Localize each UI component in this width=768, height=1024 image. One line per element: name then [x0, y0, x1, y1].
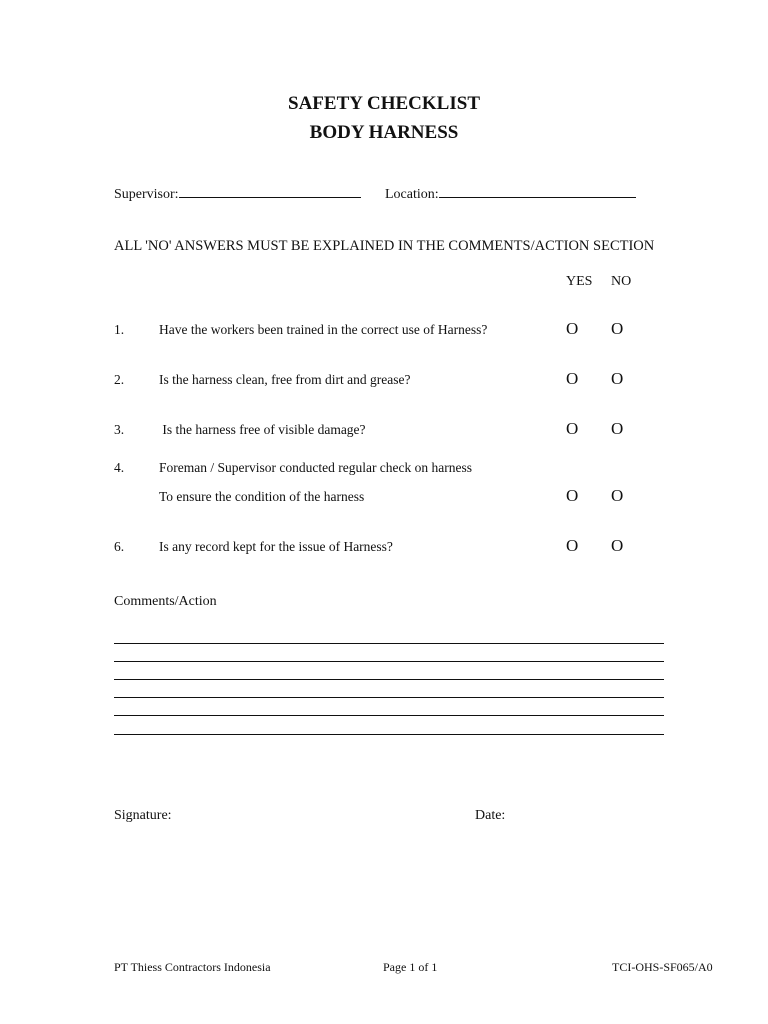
question-text: Is the harness clean, free from dirt and grease? [159, 372, 411, 387]
question-number: 1. [114, 322, 125, 337]
question-number: 4. [114, 460, 125, 475]
comment-line[interactable] [114, 697, 664, 698]
comment-line[interactable] [114, 661, 664, 662]
yes-header: YES [566, 274, 593, 289]
comment-line[interactable] [114, 715, 664, 716]
supervisor-label: Supervisor: [114, 187, 179, 202]
no-radio[interactable]: O [611, 419, 624, 438]
no-radio[interactable]: O [611, 369, 624, 388]
yes-radio[interactable]: O [566, 486, 579, 505]
yes-radio[interactable]: O [566, 536, 579, 555]
question-text: Is any record kept for the issue of Harness? [159, 539, 393, 554]
comment-line[interactable] [114, 643, 664, 644]
no-header: NO [611, 274, 632, 289]
location-input-line[interactable] [439, 185, 636, 198]
no-radio[interactable]: O [611, 486, 624, 505]
date-label: Date: [475, 808, 506, 823]
no-radio[interactable]: O [611, 319, 624, 338]
question-text: Is the harness free of visible damage? [159, 422, 366, 437]
footer-page-number: Page 1 of 1 [383, 960, 438, 974]
instruction-text: ALL 'NO' ANSWERS MUST BE EXPLAINED IN THE COMMENTS/ACTION SECTION [114, 238, 655, 254]
yes-radio[interactable]: O [566, 319, 579, 338]
question-number: 6. [114, 539, 125, 554]
yes-radio[interactable]: O [566, 369, 579, 388]
footer-company: PT Thiess Contractors Indonesia [114, 960, 271, 974]
supervisor-input-line[interactable] [179, 185, 361, 198]
signature-label: Signature: [114, 808, 172, 823]
question-text-continuation: To ensure the condition of the harness [159, 489, 365, 504]
form-subtitle: BODY HARNESS [309, 122, 459, 143]
footer-doc-code: TCI-OHS-SF065/A0 [612, 960, 713, 974]
location-label: Location: [385, 187, 439, 202]
yes-radio[interactable]: O [566, 419, 579, 438]
comments-label: Comments/Action [114, 594, 217, 609]
location-field [385, 185, 636, 203]
question-text: Foreman / Supervisor conducted regular check on harness [159, 460, 473, 475]
question-number: 3. [114, 422, 125, 437]
supervisor-field [114, 185, 361, 203]
comment-line[interactable] [114, 679, 664, 680]
question-number: 2. [114, 372, 125, 387]
comment-line[interactable] [114, 734, 664, 735]
no-radio[interactable]: O [611, 536, 624, 555]
question-text: Have the workers been trained in the correct use of Harness? [159, 322, 488, 337]
form-title: SAFETY CHECKLIST [288, 93, 480, 114]
